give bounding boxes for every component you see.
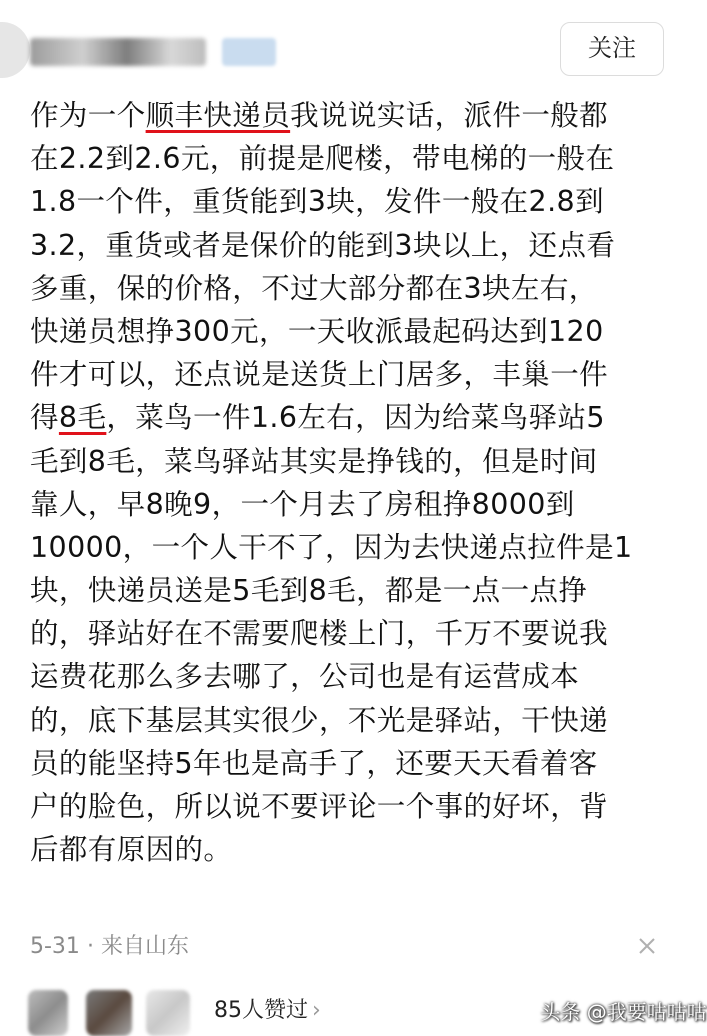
post-line: 件才可以，还点说是送货上门居多，丰巢一件 (30, 358, 609, 392)
avatar[interactable] (0, 22, 30, 78)
text-segment: ，菜鸟一件1.6左右，因为给菜鸟驿站5 (106, 401, 605, 435)
post-line: 1.8一个件，重货能到3块，发件一般在2.8到 (30, 185, 604, 219)
liker-avatar[interactable] (28, 990, 68, 1036)
watermark-text: 头条 @我要咕咕咕 (540, 1000, 707, 1024)
text-segment: 我说说实话，派件一般都 (290, 99, 609, 132)
post-line: 毛到8毛，菜鸟驿站其实是挣钱的，但是时间 (30, 444, 598, 478)
post-line: 多重，保的价格，不过大部分都在3块左右， (30, 271, 598, 305)
post-line: 运费花那么多去哪了，公司也是有运营成本 (30, 660, 580, 694)
highlighted-text: 8毛 (58, 401, 107, 435)
user-badge-blurred (222, 38, 276, 66)
post-location: 来自山东 (100, 934, 189, 959)
post-line (30, 396, 662, 439)
meta-separator: · (86, 934, 94, 959)
liker-avatar[interactable] (146, 990, 190, 1036)
post-date: 5-31 (30, 934, 80, 959)
post-line: 10000，一个人干不了，因为去快递点拉件是1 (30, 530, 633, 564)
toutiao-logo-icon (508, 1001, 530, 1023)
chevron-right-icon: › (312, 998, 321, 1023)
watermark (508, 996, 707, 1028)
post-line: 的，底下基层其实很少，不光是驿站，干快递 (30, 703, 609, 737)
text-segment: 作为一个 (30, 99, 146, 132)
post-line: 3.2，重货或者是保价的能到3块以上，还点看 (30, 228, 616, 262)
post-line: 户的脸色，所以说不要评论一个事的好坏，背 (30, 790, 609, 823)
post-line: 块，快递员送是5毛到8毛，都是一点一点挣 (30, 574, 588, 608)
post-line: 在2.2到2.6元，前提是爬楼，带电梯的一般在 (30, 142, 615, 176)
text-segment: 得 (30, 401, 59, 435)
post-line: 后都有原因的。 (30, 833, 233, 867)
follow-button[interactable]: 关注 (560, 22, 664, 76)
post-line: 员的能坚持5年也是高手了，还要天天看着客 (30, 746, 598, 780)
post-meta (30, 932, 189, 962)
post-line (30, 94, 662, 137)
close-icon-svg (637, 936, 657, 956)
highlighted-text: 顺丰快递员 (145, 99, 291, 132)
post-line: 快递员想挣300元，一天收派最起码达到120 (30, 314, 604, 348)
liker-avatar[interactable] (86, 990, 132, 1036)
likes-count-link[interactable] (214, 996, 321, 1026)
post-header (0, 0, 673, 92)
username-blurred[interactable] (30, 38, 206, 66)
post-line: 的，驿站好在不需要爬楼上门，千万不要说我 (30, 617, 609, 651)
post-content (30, 94, 662, 871)
likes-count: 85人赞过 (214, 998, 308, 1023)
close-icon[interactable] (636, 936, 658, 958)
post-line: 靠人，早8晚9，一个月去了房租挣8000到 (30, 487, 575, 521)
